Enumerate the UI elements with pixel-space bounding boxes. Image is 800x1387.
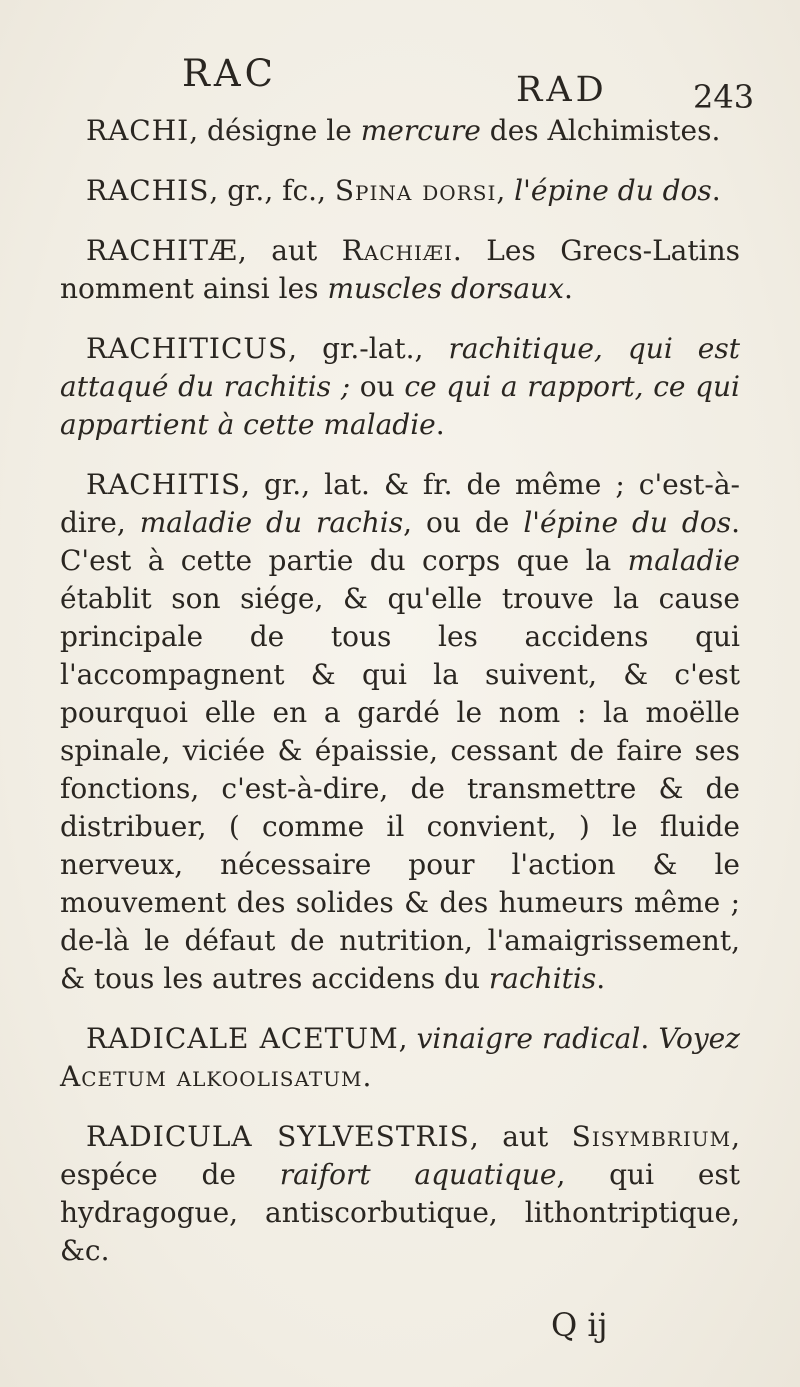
entry-text: , désigne le: [189, 114, 361, 147]
entry-text: . Les Grecs-Latins nomment ainsi les: [60, 234, 740, 305]
entry-text: .: [435, 408, 445, 441]
entry-text: .: [640, 1022, 659, 1055]
entry-italic: vinaigre radical: [416, 1022, 641, 1055]
headword: RACHITÆ: [86, 234, 238, 267]
entry-smallcaps: Spina dorsi: [334, 174, 497, 207]
entry-rachis: [60, 172, 740, 210]
header-right-word: RAD: [516, 70, 608, 110]
entry-smallcaps: Rachiæi: [341, 234, 453, 267]
entry-text: établit son siége, & qu'elle trouve la cause principale de tous les accidens qui l'accompagnent & qui la suivent, & c'est pourquoi elle en a gardé le nom : la moëlle spinale, viciée & épaissie, cessant de faire ses fonctions, c'est-à-dire, de transmettre & de distribuer, ( comme il convient, ) le fluide nerveux, nécessaire pour l'action & le mouvement des solides & des humeurs même ; de-là le défaut de nutrition, l'amaigrissement, & tous les autres accidens du: [60, 582, 740, 995]
entry-italic: mercure: [360, 114, 481, 147]
signature-mark: Q ij: [551, 1306, 608, 1344]
entry-italic: rachitis: [488, 962, 597, 995]
entry-smallcaps: Sisymbrium: [571, 1120, 732, 1153]
entry-text: , qui est hydragogue, antiscorbutique, lithontriptique, &c.: [60, 1158, 741, 1267]
headword: RACHITICUS: [86, 332, 289, 365]
entry-italic: l'épine du dos: [523, 506, 732, 539]
entry-text: , espéce de: [60, 1120, 741, 1191]
entry-text: .: [596, 962, 606, 995]
entry-text: .: [362, 1060, 372, 1093]
headword: RACHIS: [86, 174, 210, 207]
entry-text: des Alchimistes.: [480, 114, 721, 147]
entry-italic: raifort aquatique: [279, 1158, 557, 1191]
entry-italic: rachitique, qui est attaqué du rachitis ;: [60, 332, 740, 403]
cross-reference-label: Voyez: [658, 1022, 740, 1055]
entry-text: ,: [398, 1022, 417, 1055]
dictionary-body: [60, 112, 740, 1292]
headword: RADICALE ACETUM: [86, 1022, 399, 1055]
headword: RADICULA SYLVESTRIS: [86, 1120, 470, 1153]
entry-text: ou: [359, 370, 405, 403]
headword: RACHI: [86, 114, 190, 147]
entry-radicula-sylvestris: [60, 1118, 740, 1270]
entry-italic: maladie: [627, 544, 740, 577]
entry-radicale-acetum: [60, 1020, 740, 1096]
entry-rachitis: [60, 466, 740, 998]
page-number: 243: [693, 78, 755, 116]
entry-text: , ou de: [403, 506, 524, 539]
entry-italic: muscles dorsaux: [327, 272, 564, 305]
entry-italic: l'épine du dos: [514, 174, 712, 207]
entry-text: , aut: [237, 234, 342, 267]
entry-italic: maladie du rachis: [139, 506, 404, 539]
entry-text: , gr.-lat.,: [288, 332, 449, 365]
entry-text: .: [563, 272, 573, 305]
entry-rachiticus: [60, 330, 740, 444]
headword: RACHITIS: [86, 468, 242, 501]
running-header: [0, 44, 800, 116]
entry-rachi: [60, 112, 740, 150]
entry-rachitae: [60, 232, 740, 308]
cross-reference-target: Acetum alkoolisatum: [60, 1060, 363, 1093]
entry-text: , gr., lat. & fr. de même ; c'est-à-dire,: [60, 468, 740, 539]
header-left-word: RAC: [182, 52, 277, 95]
entry-italic: ce qui a rapport, ce qui appartient à cette maladie: [60, 370, 741, 441]
entry-text: ,: [496, 174, 515, 207]
entry-text: , aut: [469, 1120, 572, 1153]
entry-text: .: [711, 174, 721, 207]
entry-text: . C'est à cette partie du corps que la: [60, 506, 740, 577]
entry-text: , gr., fc.,: [209, 174, 335, 207]
